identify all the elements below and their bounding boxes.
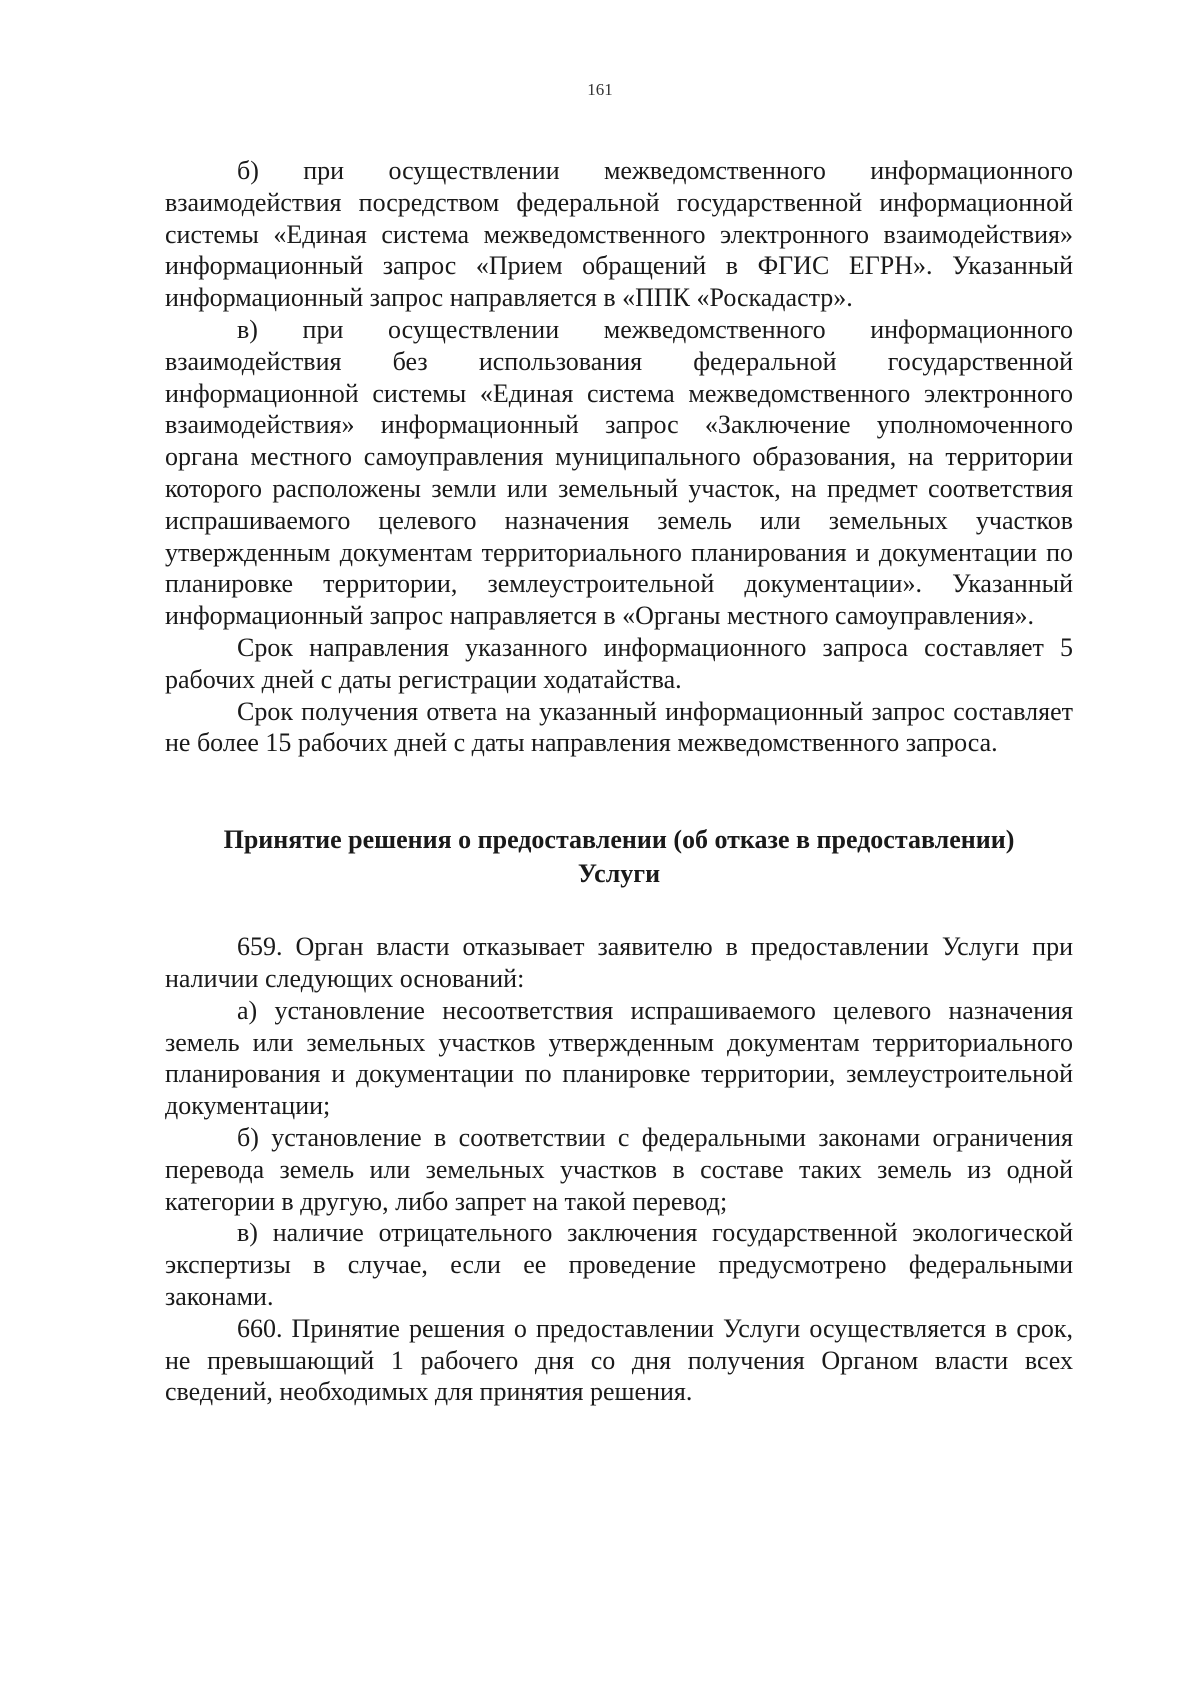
- paragraph-request-deadline: Срок направления указанного информационного запроса составляет 5 рабочих дней с даты регистрации ходатайства.: [165, 632, 1073, 694]
- page-number: 161: [587, 80, 613, 99]
- document-body: [165, 155, 1073, 1408]
- paragraph-item-b: б) при осуществлении межведомственного информационного взаимодействия посредством федеральной государственной информационной системы «Единая система межведомственного электронного взаимодействия» информационный запрос «Прием обращений в ФГИС ЕГРН». Указанный информационный запрос направляется в «ППК «Роскадастр».: [165, 156, 1073, 313]
- paragraph-659: 659. Орган власти отказывает заявителю в предоставлении Услуги при наличии следующих оснований:: [165, 932, 1073, 993]
- paragraph-659-v: в) наличие отрицательного заключения государственной экологической экспертизы в случае, если ее проведение предусмотрено федеральными законами.: [165, 1218, 1073, 1311]
- paragraph-response-deadline: Срок получения ответа на указанный информационный запрос составляет не более 15 рабочих дней с даты направления межведомственного запроса.: [165, 696, 1073, 758]
- section-heading: [165, 823, 1073, 891]
- paragraph-item-v: в) при осуществлении межведомственного информационного взаимодействия без использования федеральной государственной информационной системы «Единая система межведомственного электронного взаимодействия» информационный запрос «Заключение уполномоченного органа местного самоуправления муниципального образования, на территории которого расположены земли или земельный участок, на предмет соответствия испрашиваемого целевого назначения земель или земельных участков утвержденным документам территориального планирования и документации по планировке территории, землеустроительной документации». Указанный информационный запрос направляется в «Органы местного самоуправления».: [165, 314, 1073, 631]
- section-heading-line2: Услуги: [577, 859, 661, 889]
- section-heading-line1: Принятие решения о предоставлении (об отказе в предоставлении): [223, 825, 1015, 855]
- paragraph-660: 660. Принятие решения о предоставлении Услуги осуществляется в срок, не превышающий 1 рабочего дня со дня получения Органом власти всех сведений, необходимых для принятия решения.: [165, 1313, 1073, 1407]
- paragraph-659-a: а) установление несоответствия испрашиваемого целевого назначения земель или земельных участков утвержденным документам территориального планирования и документации по планировке территории, землеустроительной документации;: [165, 995, 1073, 1121]
- paragraph-659-b: б) установление в соответствии с федеральными законами ограничения перевода земель или земельных участков в составе таких земель из одной категории в другую, либо запрет на такой перевод;: [165, 1122, 1073, 1216]
